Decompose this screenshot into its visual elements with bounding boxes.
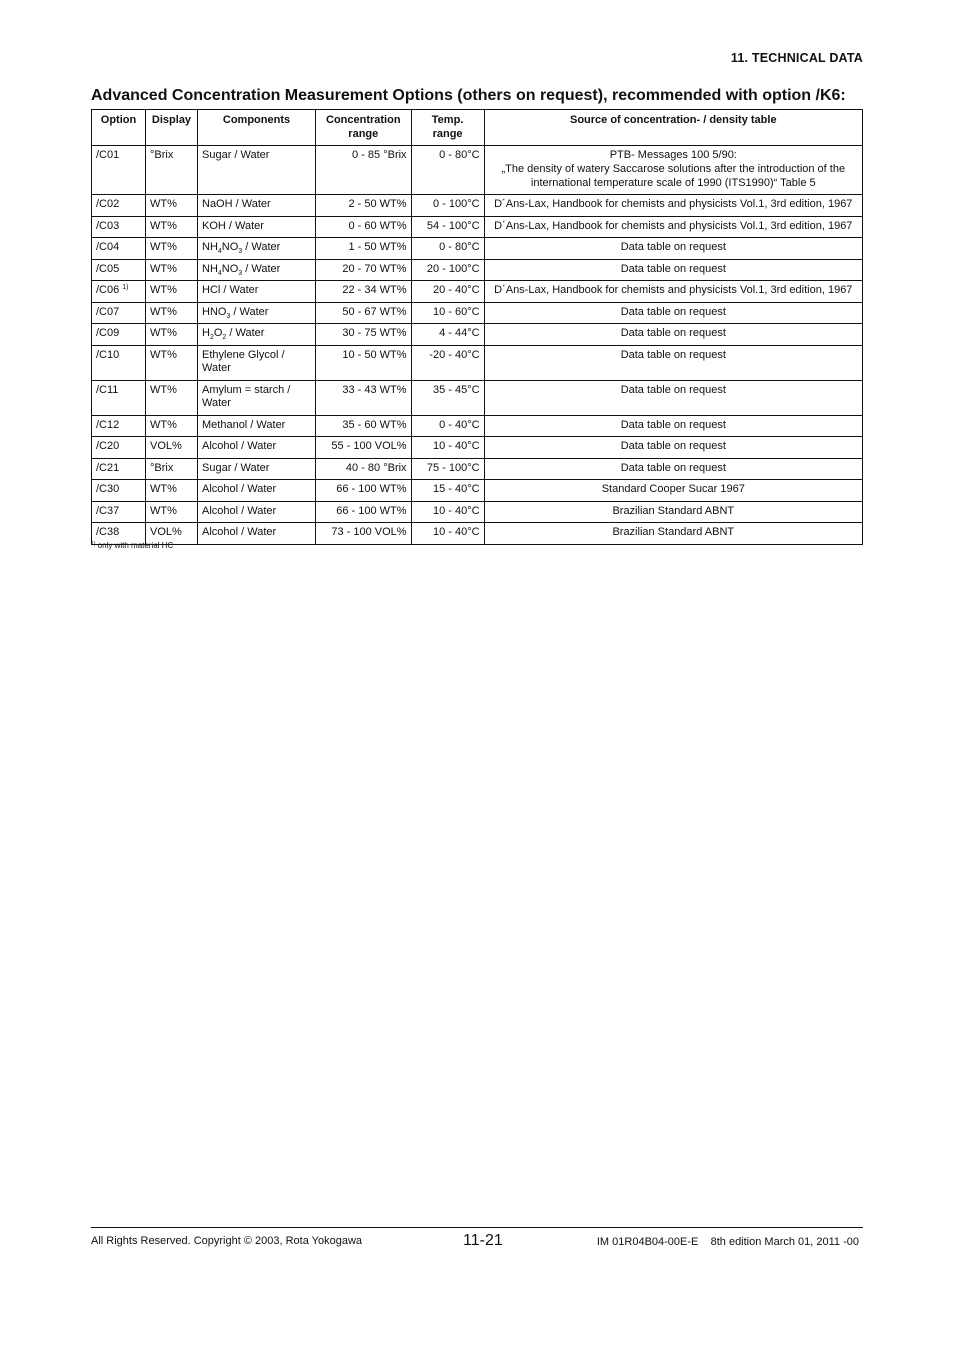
cell-concentration-range [316, 501, 412, 523]
display-unit: WT% [150, 241, 177, 254]
section-header: 11. TECHNICAL DATA [730, 51, 863, 65]
concentration-value: 35 - 60 WT% [342, 418, 407, 431]
display-unit: WT% [150, 483, 177, 496]
concentration-value: 33 - 43 WT% [342, 383, 407, 396]
cell-option [92, 415, 146, 437]
option-code: /C21 [96, 461, 120, 474]
concentration-value: 50 - 67 WT% [342, 305, 407, 318]
components-line: Alcohol / Water [202, 526, 277, 539]
components-line: Alcohol / Water [202, 504, 277, 517]
cell-components [198, 146, 316, 195]
cell-concentration-range [316, 480, 412, 502]
table-header-row [92, 110, 863, 146]
cell-source [484, 216, 862, 238]
concentration-value: 2 - 50 WT% [348, 198, 407, 211]
components-line: Alcohol / Water [202, 483, 277, 496]
table-row [92, 437, 863, 459]
formula-subscript: 3 [226, 312, 231, 320]
components-line: Water [202, 362, 231, 375]
cell-components [198, 380, 316, 415]
col-header-source: Source of concentration- / density table [484, 110, 862, 146]
source-line: D´Ans-Lax, Handbook for chemists and physicists Vol.1, 3rd edition, 1967 [494, 198, 853, 211]
formula-part: / Water [242, 241, 281, 254]
cell-temp-range [411, 259, 484, 281]
source-line: Data table on request [620, 383, 726, 396]
display-unit: WT% [150, 504, 177, 517]
source-line: Standard Cooper Sucar 1967 [601, 483, 745, 496]
cell-temp-range [411, 216, 484, 238]
option-code: /C10 [96, 348, 120, 361]
source-line: D´Ans-Lax, Handbook for chemists and physicists Vol.1, 3rd edition, 1967 [494, 284, 853, 297]
cell-option [92, 437, 146, 459]
formula-part: / Water [226, 327, 265, 340]
cell-components [198, 501, 316, 523]
option-code: /C05 [96, 262, 120, 275]
formula-subscript: 3 [238, 269, 243, 277]
cell-display [146, 216, 198, 238]
source-line: international temperature scale of 1990 (ITS1990)“ Table 5 [530, 176, 816, 189]
formula-subscript: 4 [217, 269, 222, 277]
source-line: Data table on request [620, 262, 726, 275]
temp-value: 75 - 100°C [426, 461, 480, 474]
display-unit: °Brix [150, 149, 174, 161]
formula-part: / Water [230, 305, 269, 318]
source-line: PTB- Messages 100 5/90: [609, 149, 737, 161]
temp-value: 35 - 45°C [432, 383, 480, 396]
table-row [92, 238, 863, 260]
cell-option [92, 458, 146, 480]
cell-components [198, 216, 316, 238]
option-code: /C38 [96, 526, 120, 539]
cell-temp-range [411, 238, 484, 260]
cell-option [92, 195, 146, 217]
source-line: Data table on request [620, 327, 726, 340]
col-header-display: Display [146, 110, 198, 146]
cell-option [92, 216, 146, 238]
source-line: „The density of watery Saccarose solutions after the introduction of the [501, 162, 846, 175]
formula-part: NH [202, 241, 218, 254]
cell-concentration-range [316, 259, 412, 281]
cell-components [198, 458, 316, 480]
concentration-value: 66 - 100 WT% [336, 504, 407, 517]
cell-concentration-range [316, 324, 412, 346]
page-number: 11-21 [463, 1232, 503, 1249]
temp-value: 15 - 40°C [432, 483, 480, 496]
col-header-temp-range: Temp. range [411, 110, 484, 146]
option-code: /C06 [96, 284, 120, 297]
footnote-text: only with material HC [95, 541, 174, 550]
cell-option [92, 345, 146, 380]
footnote [91, 541, 173, 550]
source-line: Brazilian Standard ABNT [612, 526, 735, 539]
cell-source [484, 458, 862, 480]
cell-display [146, 437, 198, 459]
formula-part: NH [202, 262, 218, 275]
source-line: Data table on request [620, 440, 726, 453]
footer-copyright: All Rights Reserved. Copyright © 2003, Rota Yokogawa [91, 1235, 363, 1247]
cell-temp-range [411, 480, 484, 502]
display-unit: WT% [150, 262, 177, 275]
display-unit: WT% [150, 327, 177, 340]
cell-source [484, 523, 862, 545]
cell-concentration-range [316, 437, 412, 459]
components-line: Sugar / Water [202, 461, 270, 474]
option-code: /C09 [96, 327, 120, 340]
cell-components [198, 281, 316, 303]
concentration-options-table [91, 109, 863, 545]
cell-source [484, 501, 862, 523]
cell-components [198, 480, 316, 502]
cell-display [146, 146, 198, 195]
formula-subscript: 2 [222, 334, 227, 342]
components-line: Amylum = starch / [202, 383, 291, 396]
source-line: Data table on request [620, 305, 726, 318]
cell-option [92, 501, 146, 523]
concentration-value: 73 - 100 VOL% [331, 526, 407, 539]
option-code: /C07 [96, 305, 120, 318]
cell-concentration-range [316, 345, 412, 380]
cell-option [92, 146, 146, 195]
temp-value: 0 - 40°C [439, 418, 480, 431]
display-unit: WT% [150, 418, 177, 431]
table-row [92, 458, 863, 480]
cell-display [146, 458, 198, 480]
cell-components [198, 259, 316, 281]
formula-subscript: 2 [209, 334, 214, 342]
table-row [92, 259, 863, 281]
concentration-value: 20 - 70 WT% [342, 262, 407, 275]
display-unit: WT% [150, 198, 177, 211]
temp-value: 10 - 60°C [432, 305, 480, 318]
display-unit: VOL% [150, 526, 182, 539]
table-row [92, 480, 863, 502]
display-unit: °Brix [150, 461, 174, 474]
cell-concentration-range [316, 523, 412, 545]
concentration-value: 0 - 60 WT% [348, 219, 407, 232]
table-row [92, 302, 863, 324]
temp-value: 10 - 40°C [432, 440, 480, 453]
formula-part: / Water [242, 262, 281, 275]
display-unit: WT% [150, 305, 177, 318]
cell-display [146, 345, 198, 380]
cell-source [484, 281, 862, 303]
cell-concentration-range [316, 415, 412, 437]
components-line: Methanol / Water [202, 418, 286, 431]
cell-components [198, 324, 316, 346]
source-line: Data table on request [620, 461, 726, 474]
components-line: Ethylene Glycol / [202, 348, 285, 361]
col-header-components: Components [198, 110, 316, 146]
table-row [92, 523, 863, 545]
source-line: Data table on request [620, 418, 726, 431]
cell-display [146, 281, 198, 303]
formula-part: HNO [202, 305, 227, 318]
cell-components [198, 195, 316, 217]
formula-part: NO [221, 241, 239, 254]
cell-display [146, 501, 198, 523]
cell-concentration-range [316, 195, 412, 217]
table-row [92, 380, 863, 415]
formula-part: H [202, 327, 210, 340]
option-code: /C03 [96, 219, 120, 232]
formula-part: O [213, 327, 223, 340]
concentration-value: 10 - 50 WT% [342, 348, 407, 361]
cell-temp-range [411, 458, 484, 480]
cell-temp-range [411, 195, 484, 217]
cell-option [92, 238, 146, 260]
cell-temp-range [411, 415, 484, 437]
table-row [92, 216, 863, 238]
cell-source [484, 259, 862, 281]
table-row [92, 324, 863, 346]
source-line: Data table on request [620, 241, 726, 254]
components-line: HCl / Water [202, 284, 259, 297]
components-line: KOH / Water [202, 219, 264, 232]
option-footnote-mark: 1) [122, 284, 129, 292]
cell-display [146, 324, 198, 346]
cell-display [146, 259, 198, 281]
formula-part: NO [221, 262, 239, 275]
cell-components [198, 415, 316, 437]
concentration-value: 22 - 34 WT% [342, 284, 407, 297]
temp-value: 0 - 80°C [439, 241, 480, 254]
table-row [92, 501, 863, 523]
option-code: /C01 [96, 149, 120, 161]
cell-temp-range [411, 302, 484, 324]
cell-display [146, 380, 198, 415]
cell-components [198, 345, 316, 380]
cell-source [484, 437, 862, 459]
cell-source [484, 238, 862, 260]
cell-temp-range [411, 345, 484, 380]
cell-concentration-range [316, 380, 412, 415]
cell-source [484, 324, 862, 346]
components-line: Alcohol / Water [202, 440, 277, 453]
formula-subscript: 3 [238, 248, 243, 256]
cell-display [146, 415, 198, 437]
cell-temp-range [411, 523, 484, 545]
temp-value: 0 - 100°C [432, 198, 480, 211]
cell-source [484, 302, 862, 324]
option-code: /C30 [96, 483, 120, 496]
col-header-option: Option [92, 110, 146, 146]
cell-concentration-range [316, 146, 412, 195]
display-unit: WT% [150, 219, 177, 232]
option-code: /C04 [96, 241, 120, 254]
display-unit: VOL% [150, 440, 182, 453]
temp-value: 10 - 40°C [432, 526, 480, 539]
source-line: Data table on request [620, 348, 726, 361]
table-row [92, 195, 863, 217]
cell-concentration-range [316, 281, 412, 303]
cell-display [146, 195, 198, 217]
document-id: IM 01R04B04-00E-E 8th edition March 01, 2011 -00 [596, 1236, 859, 1248]
cell-temp-range [411, 380, 484, 415]
temp-value: 54 - 100°C [426, 219, 480, 232]
option-code: /C11 [96, 383, 119, 396]
temp-value: 4 - 44°C [439, 327, 480, 340]
concentration-value: 55 - 100 VOL% [331, 440, 407, 453]
option-code: /C02 [96, 198, 120, 211]
cell-concentration-range [316, 216, 412, 238]
cell-source [484, 345, 862, 380]
table-row [92, 146, 863, 195]
concentration-value: 40 - 80 °Brix [345, 461, 407, 474]
components-line: Sugar / Water [202, 149, 270, 161]
page-title: Advanced Concentration Measurement Options (others on request), recommended with option /K6: [91, 87, 846, 104]
cell-option [92, 302, 146, 324]
cell-components [198, 302, 316, 324]
cell-components [198, 523, 316, 545]
cell-temp-range [411, 437, 484, 459]
concentration-value: 30 - 75 WT% [342, 327, 407, 340]
concentration-value: 66 - 100 WT% [336, 483, 407, 496]
source-line: Brazilian Standard ABNT [612, 504, 735, 517]
display-unit: WT% [150, 348, 177, 361]
option-code: /C12 [96, 418, 120, 431]
concentration-value: 1 - 50 WT% [348, 241, 407, 254]
components-line: Water [202, 397, 231, 410]
temp-value: 0 - 80°C [439, 149, 480, 161]
table-body [92, 146, 863, 545]
components-line: NaOH / Water [202, 198, 271, 211]
cell-source [484, 195, 862, 217]
cell-concentration-range [316, 302, 412, 324]
table-row [92, 345, 863, 380]
cell-temp-range [411, 281, 484, 303]
cell-source [484, 146, 862, 195]
temp-value: 20 - 40°C [432, 284, 480, 297]
cell-option [92, 281, 146, 303]
option-code: /C37 [96, 504, 120, 517]
display-unit: WT% [150, 284, 177, 297]
source-line: D´Ans-Lax, Handbook for chemists and physicists Vol.1, 3rd edition, 1967 [494, 219, 853, 232]
formula-subscript: 4 [217, 248, 222, 256]
cell-source [484, 415, 862, 437]
cell-concentration-range [316, 238, 412, 260]
cell-option [92, 324, 146, 346]
cell-temp-range [411, 146, 484, 195]
display-unit: WT% [150, 383, 177, 396]
cell-display [146, 238, 198, 260]
temp-value: -20 - 40°C [429, 348, 480, 361]
table-row [92, 415, 863, 437]
cell-display [146, 480, 198, 502]
cell-display [146, 302, 198, 324]
col-header-concentration-range: Concentration range [316, 110, 412, 146]
footer-divider [91, 1227, 863, 1228]
cell-source [484, 480, 862, 502]
option-code: /C20 [96, 440, 120, 453]
cell-option [92, 259, 146, 281]
temp-value: 10 - 40°C [432, 504, 480, 517]
cell-source [484, 380, 862, 415]
cell-concentration-range [316, 458, 412, 480]
footnote-mark: 1) [91, 541, 96, 547]
table-row [92, 281, 863, 303]
temp-value: 20 - 100°C [426, 262, 480, 275]
cell-temp-range [411, 324, 484, 346]
cell-components [198, 437, 316, 459]
cell-option [92, 480, 146, 502]
concentration-value: 0 - 85 °Brix [352, 149, 407, 161]
cell-components [198, 238, 316, 260]
cell-option [92, 380, 146, 415]
cell-temp-range [411, 501, 484, 523]
